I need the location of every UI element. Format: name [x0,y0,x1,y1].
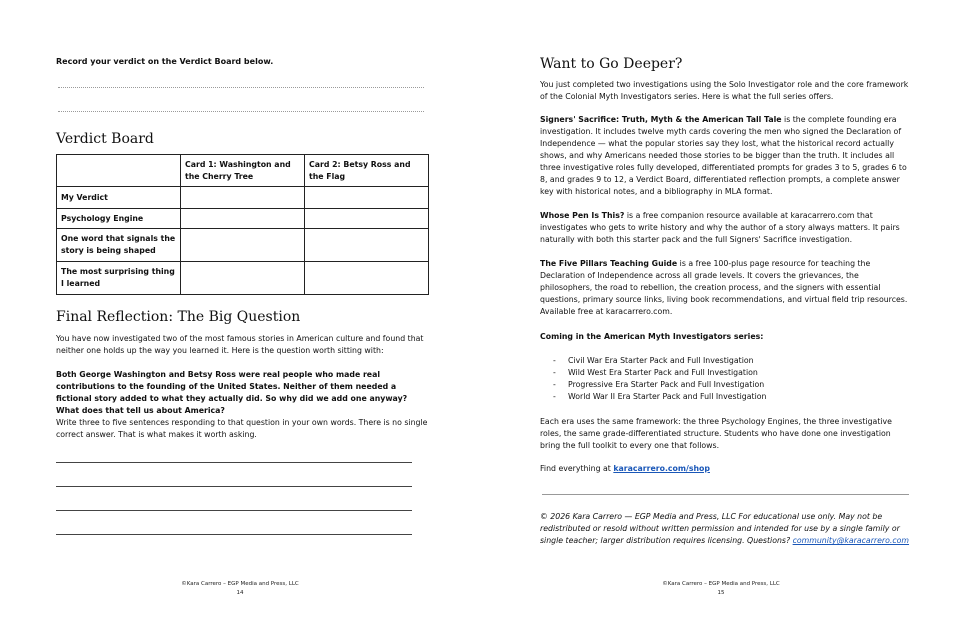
table-cell[interactable] [181,209,305,229]
page-footer [0,580,480,598]
five-pillars-paragraph [540,258,912,318]
list-item: - Progressive Era Starter Pack and Full Investigation [553,380,765,390]
table-header-cell: Card 1: Washington and the Cherry Tree [181,155,305,187]
row-label: My Verdict [57,187,181,209]
signers-title: Signers' Sacrifice: Truth, Myth & the American Tall Tale [540,115,782,124]
five-pillars-title: The Five Pillars Teaching Guide [540,259,678,268]
table-cell[interactable] [305,187,429,209]
row-label: Psychology Engine [57,209,181,229]
copyright-notice [540,511,915,547]
table-cell[interactable] [181,187,305,209]
series-list [553,355,766,403]
writing-line[interactable] [56,486,412,487]
answer-line [58,87,424,88]
reflection-title: Final Reflection: The Big Question [56,309,301,325]
five-pillars-text: is a free 100-plus page resource for teaching the Declaration of Independence across all grade levels. It covers the grievances, the philosophers, the road to rebellion, the creation process, and the signers with essential questions, primary source links, living book recommendations, and virtual field trip resources. Available free at karacarrero.com. [540,259,908,317]
coming-heading: Coming in the American Myth Investigators series: [540,332,764,341]
verdict-board-table [56,154,429,295]
table-cell[interactable] [305,262,429,295]
table-cell[interactable] [181,229,305,262]
verdict-board-title: Verdict Board [56,131,154,147]
deeper-intro: You just completed two investigations using the Solo Investigator role and the core framework of the Colonial Myth Investigators series. Here is what the full series offers. [540,80,909,102]
writing-line[interactable] [56,534,412,535]
table-header-cell [57,155,181,187]
row-label: One word that signals the story is being shaped [57,229,181,262]
whose-pen-paragraph [540,210,912,246]
table-row [57,209,429,229]
answer-line [58,111,424,112]
page-number: 15 [717,589,725,596]
contact-email-link[interactable]: community@karacarrero.com [792,536,910,546]
table-cell[interactable] [181,262,305,295]
writing-line[interactable] [56,462,412,463]
list-item: - Civil War Era Starter Pack and Full Investigation [553,356,754,365]
table-header-cell: Card 2: Betsy Ross and the Flag [305,155,429,187]
table-cell[interactable] [305,229,429,262]
row-label: The most surprising thing I learned [57,262,181,295]
era-paragraph: Each era uses the same framework: the three Psychology Engines, the three investigative roles, the same grade-differentiated structure. Students who have done one investigation bring the full toolkit to every one that follows. [540,417,892,451]
table-row [57,229,429,262]
page-number: 14 [236,589,244,596]
list-item: - Wild West Era Starter Pack and Full Investigation [553,368,758,378]
footer-credit: ©Kara Carrero – EGP Media and Press, LLC [662,581,780,587]
reflection-prompt: Write three to five sentences responding to that question in your own words. There is no single correct answer. That is what makes it worth asking. [56,418,428,440]
find-paragraph [540,463,912,475]
footer-credit: ©Kara Carrero – EGP Media and Press, LLC [181,581,299,587]
reflection-intro: You have now investigated two of the most famous stories in American culture and found that neither one holds up the way you learned it. Here is the question worth sitting with: [56,334,424,356]
signers-paragraph [540,114,912,199]
signers-text: is the complete founding era investigation. It includes twelve myth cards covering the men who signed the Declaration of Independence — what the popular stories say they lost, what the historical record actually shows, and why Americans needed those stories to be bigger than the truth. It includes all three investigative roles fully developed, differentiated prompts for grades 3 to 5, grades 6 to 8, and grades 9 to 12, a Verdict Board, differentiated reflection prompts, a complete answer key with historical notes, and a bibliography in MLA format. [540,115,907,197]
reflection-question: Both George Washington and Betsy Ross were real people who made real contributions to the founding of the United States. Neither of them needed a fictional story added to what they actually did. So why did we add one anyway? What does that tell us about America? [56,370,408,416]
shop-link[interactable]: karacarrero.com/shop [613,464,710,473]
verdict-instruction: Record your verdict on the Verdict Board below. [56,57,274,66]
table-header-row [57,155,429,187]
page-right [481,0,961,620]
list-item: - World War II Era Starter Pack and Full Investigation [553,392,767,402]
whose-pen-text: is a free companion resource available at karacarrero.com that investigates who gets to write history and why the author of a story always matters. It pairs naturally with both this starter pack and the full Signers' Sacrifice investigation. [540,211,900,245]
whose-pen-title: Whose Pen Is This? [540,211,625,220]
table-cell[interactable] [305,209,429,229]
page-footer [481,580,961,598]
table-row [57,262,429,295]
table-row [57,187,429,209]
copyright-text: © 2026 Kara Carrero — EGP Media and Press, LLC For educational use only. May not be redistributed or resold without written permission and intended for use by a single family or single teacher; larger distribution requires licensing. Questions? [540,512,900,546]
find-prefix: Find everything at [540,464,614,473]
page-left [0,0,480,620]
deeper-title: Want to Go Deeper? [540,56,683,72]
writing-line[interactable] [56,510,412,511]
divider [542,494,909,495]
